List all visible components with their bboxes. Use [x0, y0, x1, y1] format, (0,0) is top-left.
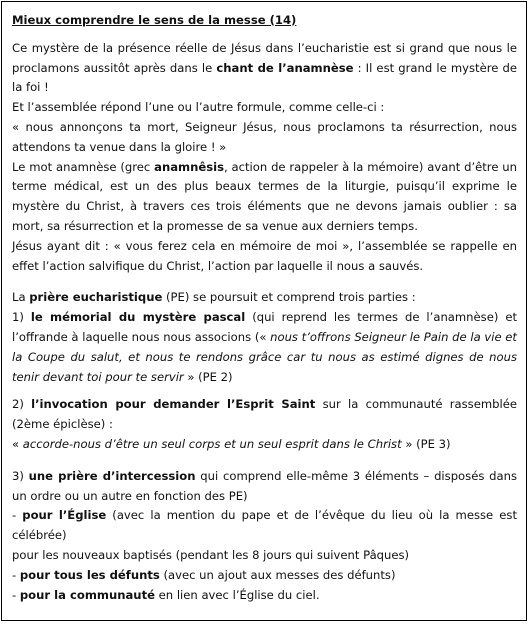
text: - — [12, 508, 23, 523]
bold-text: pour l’Église — [22, 508, 107, 523]
text: sur la communauté rassemblée (2ème épiclèse) : — [12, 397, 517, 432]
bold-text: le mémorial du mystère pascal — [30, 310, 246, 325]
paragraph-formula: « nous annonçons ta mort, Seigneur Jésus, nous proclamons ta résurrection, nous attendons ta venue dans la gloire ! » — [12, 119, 517, 154]
paragraph-part-2-quote — [12, 435, 517, 455]
text: » (PE 2) — [183, 369, 233, 384]
paragraph-response: Et l’assemblée répond l’une ou l’autre formule, comme celle-ci : — [12, 100, 385, 115]
text: qui comprend elle-même 3 éléments – disposés dans un ordre ou un autre en fonction des PE) — [12, 468, 517, 503]
document-frame — [1, 1, 527, 621]
text: 1) — [12, 310, 31, 325]
text: (avec la mention du pape et de l’évêque du lieu où la messe est célébrée) — [12, 508, 517, 543]
bold-text: prière eucharistique — [29, 290, 163, 305]
text: - — [12, 587, 20, 602]
paragraph-part-2 — [12, 395, 517, 435]
paragraph-intro — [12, 39, 517, 98]
paragraph-part-1 — [12, 308, 517, 387]
paragraph-anamnesis — [12, 158, 517, 237]
document-body — [12, 11, 517, 605]
list-item-community — [12, 586, 517, 606]
text: , action de rappeler à la mémoire) avant d’être un terme médical, est un des plus beaux termes de la liturgie, puisqu’il exprime le mystère du Christ, à travers ces trois éléments que ne devons jamais oublier : sa mort, sa résurrection et la promesse de sa venue aux derniers temps. — [12, 159, 517, 233]
text: - — [12, 567, 20, 582]
document-title: Mieux comprendre le sens de la messe (14) — [12, 13, 297, 27]
bold-text: anamnêsis — [154, 159, 224, 174]
text: Le mot anamnèse (grec — [12, 159, 155, 174]
text: Ce mystère de la présence réelle de Jésus dans l’eucharistie est si grand que nous le proclamons aussitôt après dans le — [12, 40, 517, 75]
text: » (PE 3) — [401, 436, 451, 451]
paragraph-prayer-parts — [12, 288, 517, 308]
text: (PE) se poursuit et comprend trois parties : — [162, 290, 416, 305]
bold-text: une prière d’intercession — [28, 468, 196, 483]
list-item-baptized: pour les nouveaux baptisés (pendant les 8 jours qui suivent Pâques) — [12, 547, 410, 562]
paragraph-part-3 — [12, 467, 517, 507]
text: (avec un ajout aux messes des défunts) — [159, 567, 396, 582]
bold-text: pour la communauté — [19, 587, 155, 602]
bold-text: chant de l’anamnèse — [216, 60, 354, 75]
list-item-church — [12, 506, 517, 546]
italic-text: nous t’offrons Seigneur le Pain de la vie et la Coupe du salut, et nous te rendons grâce car tu nous as estimé dignes de nous tenir devant toi pour te servir — [12, 329, 517, 384]
paragraph-memorial: Jésus ayant dit : « vous ferez cela en mémoire de moi », l’assemblée se rappelle en effet l’action salvifique du Christ, l’action par laquelle il nous a sauvés. — [12, 238, 517, 273]
list-item-deceased — [12, 566, 517, 586]
text: 3) — [12, 468, 29, 483]
italic-text: accorde-nous d’être un seul corps et un seul esprit dans le Christ — [22, 436, 402, 451]
text: « — [12, 436, 23, 451]
text: en lien avec l’Église du ciel. — [154, 587, 320, 602]
text: (qui reprend les termes de l’anamnèse) et l’offrande à laquelle nous nous associons (« — [12, 310, 518, 344]
text: 2) — [12, 397, 32, 412]
text: La — [12, 290, 30, 305]
bold-text: l’invocation pour demander l’Esprit Saint — [31, 397, 316, 412]
bold-text: pour tous les défunts — [19, 567, 160, 582]
text: : Il est grand le mystère de la foi ! — [12, 60, 517, 95]
